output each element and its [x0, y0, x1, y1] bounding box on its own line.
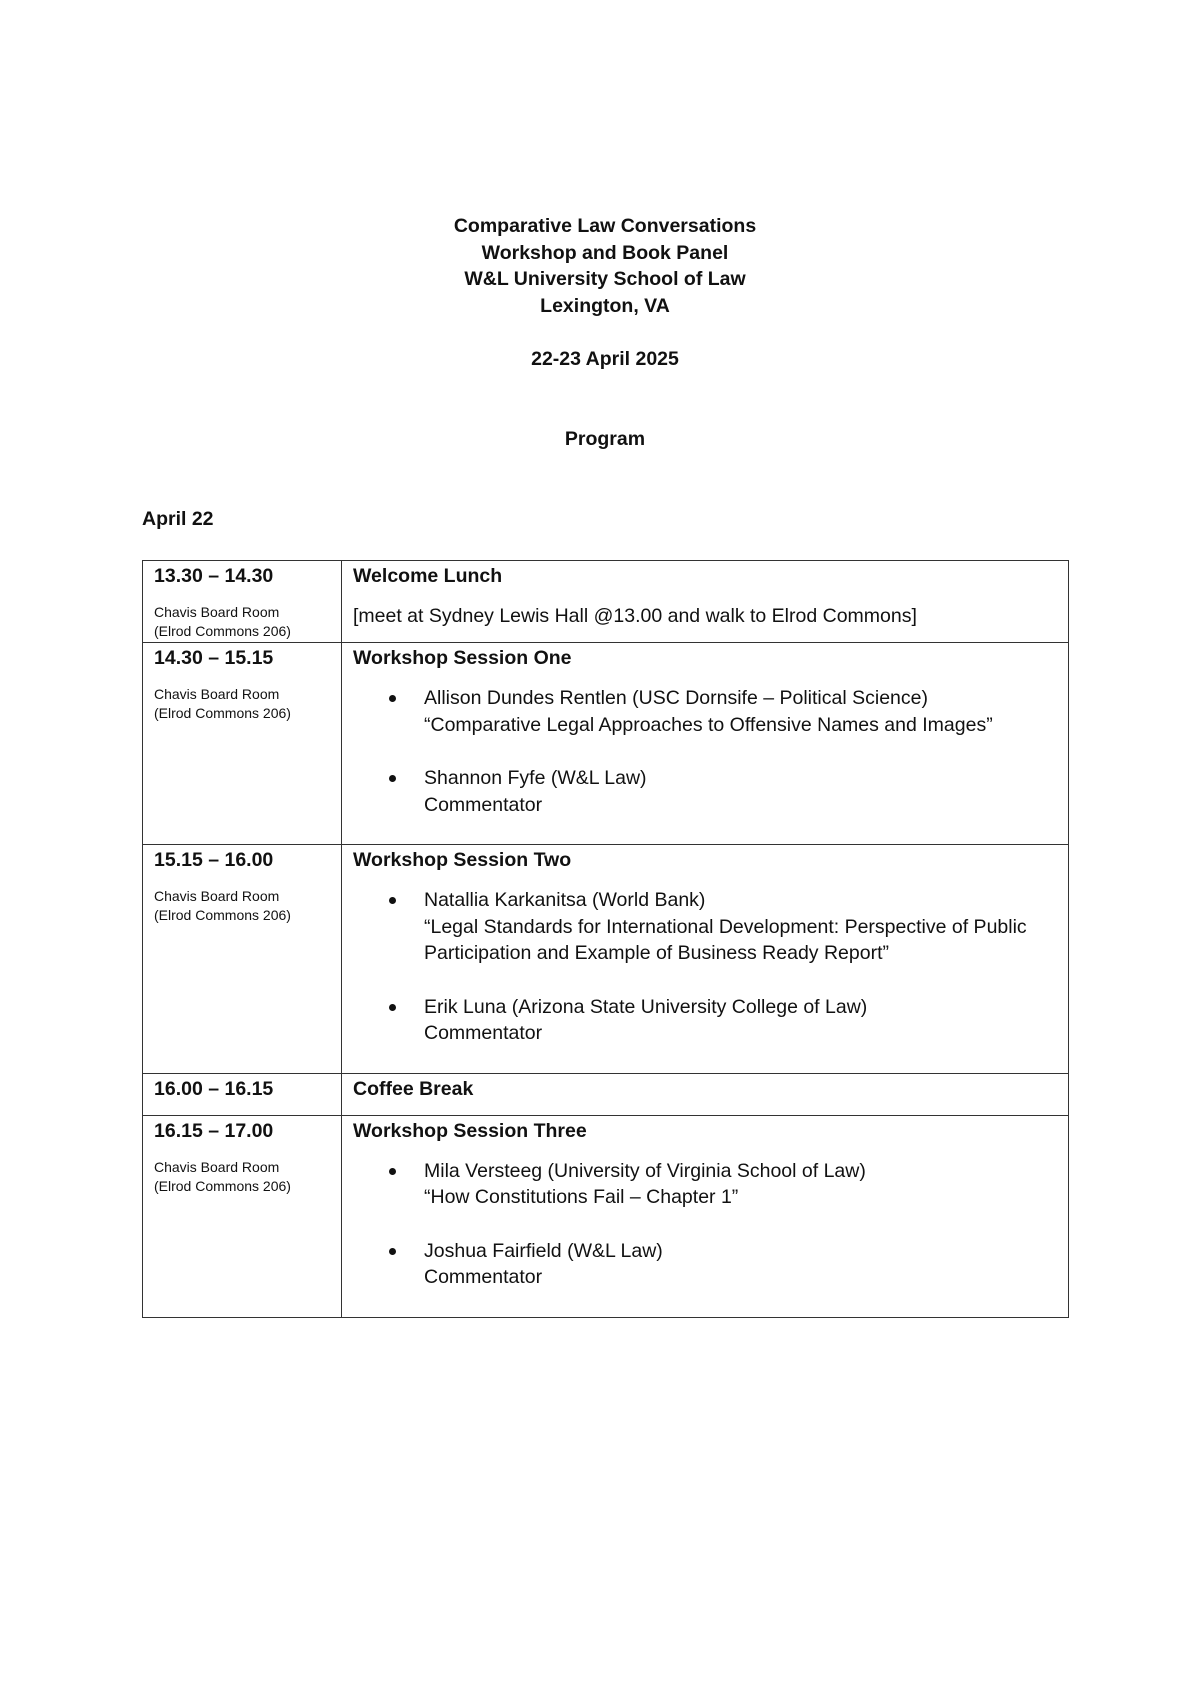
session-room — [154, 685, 341, 723]
room-name: Chavis Board Room — [154, 888, 280, 904]
bullet-icon — [389, 695, 396, 702]
bullet-icon — [389, 775, 396, 782]
content-cell — [342, 643, 1069, 845]
room-detail: (Elrod Commons 206) — [154, 907, 291, 923]
content-cell — [342, 1073, 1069, 1115]
speaker-role: “Legal Standards for International Development: Perspective of Public Participation and Example of Business Ready Report” — [424, 915, 1027, 964]
table-row — [143, 1073, 1069, 1115]
room-detail: (Elrod Commons 206) — [154, 1177, 291, 1194]
bullet-icon — [389, 897, 396, 904]
session-room — [154, 1158, 341, 1196]
room-name: Chavis Board Room — [154, 604, 280, 620]
speaker-role: Commentator — [424, 1022, 543, 1044]
table-row — [143, 1115, 1069, 1317]
speaker-name: Erik Luna (Arizona State University College of Law) — [424, 995, 868, 1018]
speaker-name: Joshua Fairfield (W&L Law) — [424, 1239, 663, 1262]
list-item — [353, 685, 1068, 738]
content-cell — [342, 1115, 1069, 1317]
time-cell — [143, 1115, 342, 1317]
speaker-list — [353, 887, 1068, 1073]
list-item — [353, 994, 1068, 1047]
speaker-name: Mila Versteeg (University of Virginia School of Law) — [424, 1159, 866, 1182]
session-title: Welcome Lunch — [353, 565, 503, 587]
speaker-role: “How Constitutions Fail – Chapter 1” — [424, 1186, 739, 1208]
table-row — [143, 643, 1069, 845]
list-item — [353, 1238, 1068, 1291]
session-time: 13.30 – 14.30 — [154, 565, 274, 587]
bullet-icon — [389, 1004, 396, 1011]
session-note: [meet at Sydney Lewis Hall @13.00 and walk to Elrod Commons] — [353, 605, 917, 627]
session-time: 15.15 – 16.00 — [154, 849, 274, 871]
time-cell — [143, 845, 342, 1074]
content-cell — [342, 845, 1069, 1074]
location: Lexington, VA — [540, 294, 670, 317]
list-item — [353, 887, 1068, 967]
table-row — [143, 845, 1069, 1074]
speaker-list — [353, 1158, 1068, 1317]
document-header — [0, 213, 1200, 319]
room-name: Chavis Board Room — [154, 686, 280, 702]
session-title: Workshop Session One — [353, 647, 572, 669]
schedule-table — [142, 560, 1069, 1318]
room-name: Chavis Board Room — [154, 1158, 280, 1175]
conference-subtitle: Workshop and Book Panel — [481, 241, 729, 264]
room-detail: (Elrod Commons 206) — [154, 705, 291, 721]
speaker-name: Natallia Karkanitsa (World Bank) — [424, 889, 706, 911]
speaker-role: Commentator — [424, 1266, 543, 1288]
time-cell — [143, 1073, 342, 1115]
session-title: Workshop Session Three — [353, 1119, 587, 1142]
speaker-name: Allison Dundes Rentlen (USC Dornsife – Political Science) — [424, 687, 928, 709]
room-detail: (Elrod Commons 206) — [154, 623, 291, 639]
session-time: 16.00 – 16.15 — [154, 1077, 274, 1100]
session-time: 14.30 – 15.15 — [154, 647, 274, 669]
program-heading: Program — [564, 428, 646, 450]
table-row — [143, 561, 1069, 643]
day-heading: April 22 — [142, 508, 214, 530]
list-item — [353, 765, 1068, 818]
session-title: Coffee Break — [353, 1077, 474, 1100]
session-title: Workshop Session Two — [353, 849, 572, 871]
bullet-icon — [389, 1168, 396, 1175]
speaker-list — [353, 685, 1068, 844]
list-item — [353, 1158, 1068, 1211]
conference-dates: 22-23 April 2025 — [531, 348, 679, 370]
time-cell — [143, 561, 342, 643]
speaker-role: Commentator — [424, 793, 543, 816]
host-institution: W&L University School of Law — [464, 268, 746, 290]
time-cell — [143, 643, 342, 845]
session-room — [154, 887, 341, 925]
session-room — [154, 603, 341, 641]
conference-title: Comparative Law Conversations — [453, 215, 757, 237]
speaker-name: Shannon Fyfe (W&L Law) — [424, 767, 647, 789]
session-time: 16.15 – 17.00 — [154, 1119, 274, 1142]
speaker-role: “Comparative Legal Approaches to Offensive Names and Images” — [424, 713, 993, 736]
bullet-icon — [389, 1248, 396, 1255]
content-cell — [342, 561, 1069, 643]
